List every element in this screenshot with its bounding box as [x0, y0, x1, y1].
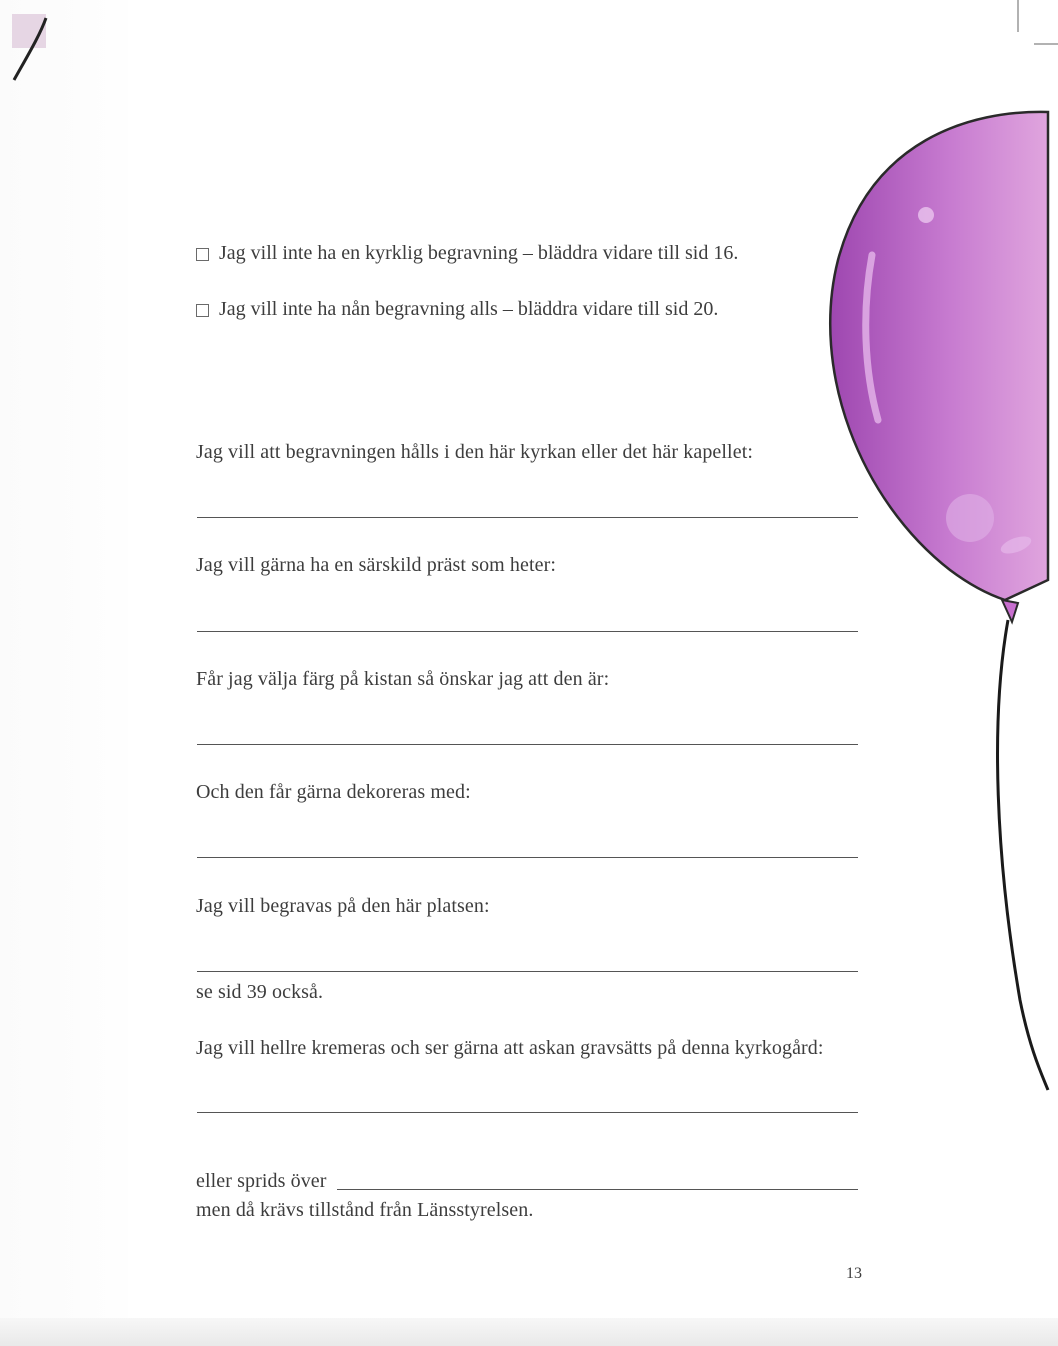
prompt-church: Jag vill att begravningen hålls i den här kyrkan eller det här kapellet:	[196, 441, 754, 463]
prompt-decoration: Och den får gärna dekoreras med:	[196, 781, 471, 803]
answer-line-scatter[interactable]	[337, 1189, 858, 1190]
option-no-church-funeral[interactable]	[196, 242, 738, 265]
page-number: 13	[846, 1265, 862, 1282]
answer-line-coffin-color[interactable]	[197, 744, 858, 745]
prompt-priest: Jag vill gärna ha en särskild präst som heter:	[196, 554, 557, 576]
balloon-illustration	[820, 100, 1058, 1100]
prompt-burial-place: Jag vill begravas på den här platsen:	[196, 895, 490, 917]
answer-line-church[interactable]	[197, 517, 858, 518]
option-label: Jag vill inte ha en kyrklig begravning – bläddra vidare till sid 16.	[219, 242, 739, 264]
option-no-funeral[interactable]	[196, 298, 718, 321]
page-margin	[0, 0, 128, 1318]
answer-line-cremation[interactable]	[197, 1112, 858, 1113]
permit-note: men då krävs tillstånd från Länsstyrelsen.	[196, 1199, 534, 1221]
option-label: Jag vill inte ha nån begravning alls – bläddra vidare till sid 20.	[219, 298, 719, 320]
prompt-cremation: Jag vill hellre kremeras och ser gärna att askan gravsätts på denna kyrkogård:	[196, 1037, 824, 1059]
answer-line-priest[interactable]	[197, 631, 858, 632]
answer-line-decoration[interactable]	[197, 857, 858, 858]
answer-line-burial-place[interactable]	[197, 971, 858, 972]
see-also-note: se sid 39 också.	[196, 981, 324, 1003]
prompt-coffin-color: Får jag välja färg på kistan så önskar jag att den är:	[196, 668, 610, 690]
page-corner-mark	[0, 0, 60, 90]
prompt-scatter: eller sprids över	[196, 1170, 327, 1192]
checkbox[interactable]	[196, 248, 209, 261]
crop-mark	[1008, 0, 1058, 50]
page-edge	[0, 1318, 1058, 1346]
checkbox[interactable]	[196, 304, 209, 317]
